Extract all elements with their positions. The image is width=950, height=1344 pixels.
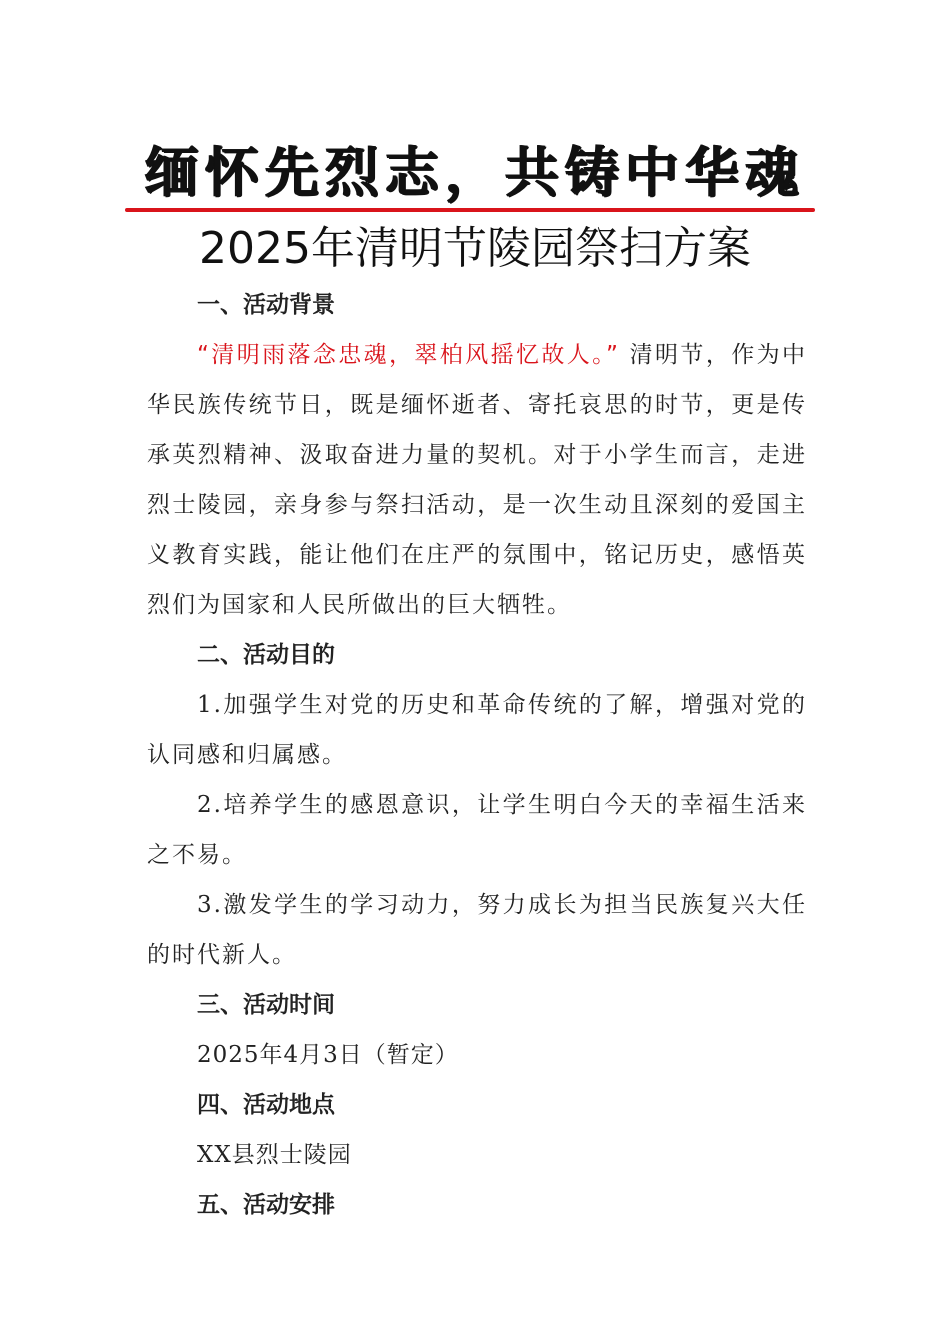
heading-place: 四、活动地点 <box>197 1092 335 1118</box>
purpose-item-3: 3.激发学生的学习动力，努力成长为担当民族复兴大任的时代新人。 <box>147 892 807 968</box>
paragraph-background <box>147 330 807 630</box>
poem-quote: “清明雨落念忠魂，翠柏风摇忆故人。” <box>197 342 620 368</box>
heading-purpose: 二、活动目的 <box>197 642 335 668</box>
heading-arrangement: 五、活动安排 <box>197 1192 335 1218</box>
heading-background: 一、活动背景 <box>197 292 335 318</box>
place-value: XX县烈士陵园 <box>197 1142 352 1168</box>
sub-title: 2025年清明节陵园祭扫方案 <box>199 223 751 274</box>
time-value: 2025年4月3日（暂定） <box>197 1042 459 1068</box>
background-text: 清明节，作为中华民族传统节日，既是缅怀逝者、寄托哀思的时节，更是传承英烈精神、汲取奋进力量的契机。对于小学生而言，走进烈士陵园，亲身参与祭扫活动，是一次生动且深刻的爱国主义教育实践，能让他们在庄严的氛围中，铭记历史，感悟英烈们为国家和人民所做出的巨大牺牲。 <box>147 342 807 618</box>
heading-time: 三、活动时间 <box>197 992 335 1018</box>
purpose-item-2: 2.培养学生的感恩意识，让学生明白今天的幸福生活来之不易。 <box>147 792 807 868</box>
main-title: 缅怀先烈志，共铸中华魂 <box>145 141 805 204</box>
purpose-item-1: 1.加强学生对党的历史和革命传统的了解，增强对党的认同感和归属感。 <box>147 692 807 768</box>
document-body <box>147 280 807 1230</box>
